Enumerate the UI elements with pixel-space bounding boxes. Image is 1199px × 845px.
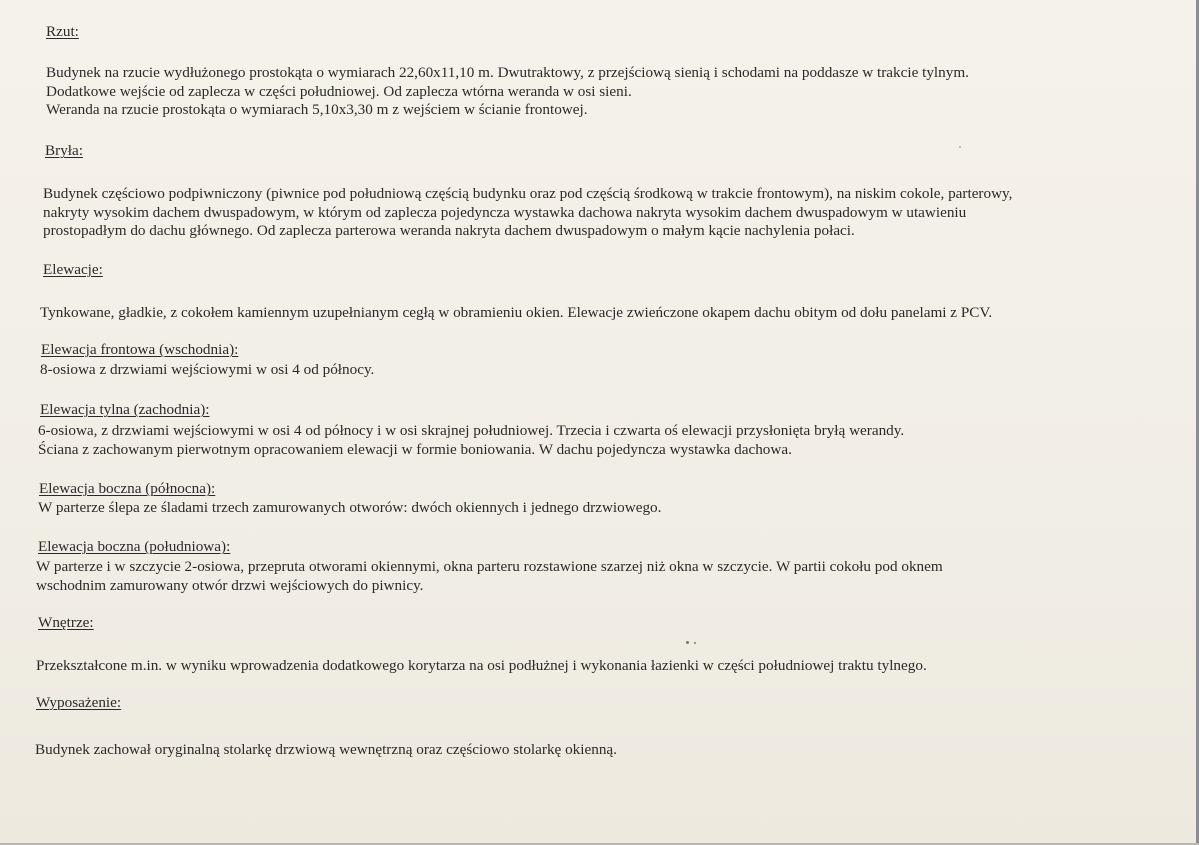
paragraph-elewacje: [40, 304, 992, 323]
paragraph-bryla: [43, 185, 1012, 241]
heading-wyposazenie: Wyposażenie:: [36, 694, 122, 711]
text-line: prostopadłym do dachu głównego. Od zaplecza parterowa weranda nakryta dachem dwuspadowym o małym kącie nachylenia połaci.: [43, 222, 855, 239]
heading-elewacja-tylna: Elewacja tylna (zachodnia):: [40, 401, 210, 418]
text-line: nakryty wysokim dachem dwuspadowym, w którym od zaplecza pojedyncza wystawka dachowa nakryta wysokim dachem dwuspadowym w utawieniu: [43, 203, 967, 221]
text-line: 8-osiowa z drzwiami wejściowymi w osi 4 od północy.: [40, 361, 375, 378]
paragraph-elewacja-polnocna: [38, 499, 661, 518]
text-line: Dodatkowe wejście od zaplecza w części południowej. Od zaplecza wtórna weranda w osi sieni.: [46, 82, 632, 100]
text-line: Przekształcone m.in. w wyniku wprowadzenia dodatkowego korytarza na osi podłużnej i wykonania łazienki w części południowej traktu tylnego.: [36, 657, 927, 674]
heading-bryla: Bryła:: [45, 142, 83, 159]
text-line: Budynek częściowo podpiwniczony (piwnice pod południową częścią budynku oraz pod częścią środkową w trakcie frontowym), na niskim cokole, parterowy,: [43, 185, 1013, 202]
heading-elewacja-frontowa: Elewacja frontowa (wschodnia):: [41, 341, 239, 358]
heading-elewacja-poludniowa: Elewacja boczna (południowa):: [38, 538, 231, 555]
text-line: Ściana z zachowanym pierwotnym opracowaniem elewacji w formie boniowania. W dachu pojedyncza wystawka dachowa.: [38, 440, 792, 458]
scan-speck: [686, 641, 689, 644]
scan-speck: [959, 146, 961, 148]
text-line: wschodnim zamurowany otwór drzwi wejściowych do piwnicy.: [36, 576, 424, 594]
text-line: Weranda na rzucie prostokąta o wymiarach 5,10x3,30 m z wejściem w ścianie frontowej.: [46, 101, 588, 118]
paragraph-elewacja-poludniowa: [36, 558, 943, 595]
heading-elewacja-polnocna: Elewacja boczna (północna):: [39, 480, 216, 497]
text-line: W parterze i w szczycie 2-osiowa, przepruta otworami okiennymi, okna parteru rozstawione szarzej niż okna w szczycie. W partii cokołu pod oknem: [36, 558, 943, 575]
text-line: Tynkowane, gładkie, z cokołem kamiennym uzupełnianym cegłą w obramieniu okien. Elewacje zwieńczone okapem dachu obitym od dołu panelami z PCV.: [40, 304, 993, 321]
paragraph-elewacja-tylna: [38, 422, 904, 459]
text-line: Budynek na rzucie wydłużonego prostokąta o wymiarach 22,60x11,10 m. Dwutraktowy, z przejściową sienią i schodami na poddasze w trakcie tylnym.: [46, 64, 969, 81]
paragraph-elewacja-frontowa: [40, 361, 374, 380]
paragraph-rzut: [46, 64, 969, 120]
heading-elewacje: Elewacje:: [43, 261, 103, 278]
paragraph-wyposazenie: [35, 741, 617, 760]
text-line: 6-osiowa, z drzwiami wejściowymi w osi 4 od północy i w osi skrajnej południowej. Trzecia i czwarta oś elewacji przysłonięta bryłą werandy.: [38, 422, 905, 439]
text-line: W parterze ślepa ze śladami trzech zamurowanych otworów: dwóch okiennych i jednego drzwiowego.: [38, 499, 662, 516]
text-line: Budynek zachował oryginalną stolarkę drzwiową wewnętrzną oraz częściowo stolarkę okienną.: [35, 741, 617, 758]
scan-speck: [694, 642, 696, 644]
heading-rzut: Rzut:: [46, 23, 79, 40]
paragraph-wnetrze: [36, 657, 927, 676]
heading-wnetrze: Wnętrze:: [38, 614, 94, 631]
